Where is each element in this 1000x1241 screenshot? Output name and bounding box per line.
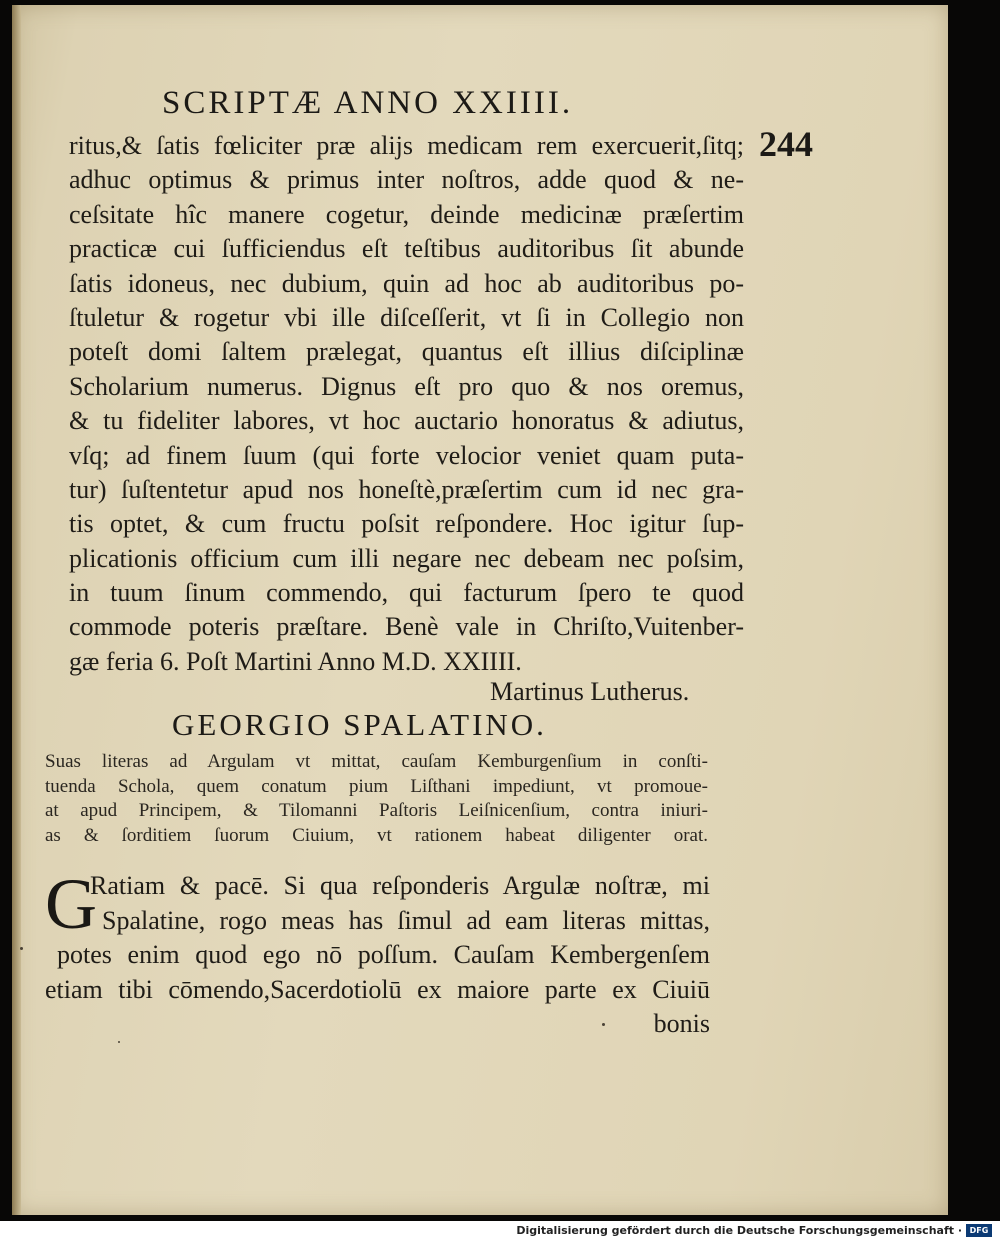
- text-line: commode poteris præſtare. Benè vale in Chriſto,Vuitenber-: [69, 612, 744, 642]
- paper-speck: [118, 1041, 120, 1043]
- book-page: [12, 5, 948, 1215]
- text-line: ceſsitate hîc manere cogetur, deinde medicinæ præſertim: [69, 199, 744, 229]
- text-line: potes enim quod ego nō poſſum. Cauſam Kembergenſem: [57, 940, 710, 969]
- text-line: ſatis idoneus, nec dubium, quin ad hoc ab auditoribus po-: [69, 268, 744, 298]
- text-line: tur) ſuſtentetur apud nos honeſtè,præſertim cum id nec gra-: [69, 474, 744, 504]
- text-line: in tuum ſinum commendo, qui facturum ſpero te quod: [69, 578, 744, 608]
- digitization-footer: [0, 1221, 1000, 1241]
- letter-body: [45, 864, 710, 1042]
- paper-speck: [602, 1023, 605, 1026]
- text-line: poteſt domi ſaltem prælegat, quantus eſt illius diſciplinæ: [69, 337, 744, 367]
- text-line: Scholarium numerus. Dignus eſt pro quo & nos oremus,: [69, 371, 744, 401]
- catchword: bonis: [653, 1009, 710, 1038]
- text-line: adhuc optimus & primus inter noſtros, adde quod & ne-: [69, 165, 744, 195]
- running-head: SCRIPTÆ ANNO XXIIII.: [162, 85, 574, 121]
- text-line: gæ feria 6. Poſt Martini Anno M.D. XXIIII.: [69, 646, 522, 676]
- dfg-logo-icon: DFG: [966, 1224, 992, 1237]
- summary-line: as & ſorditiem ſuorum Ciuium, vt rationem habeat diligenter orat.: [45, 824, 708, 846]
- letter-heading: GEORGIO SPALATINO.: [172, 707, 547, 742]
- summary-line: tuenda Schola, quem conatum pium Liſthani impediunt, vt promoue-: [45, 775, 708, 797]
- text-line: vſq; ad finem ſuum (qui forte velocior veniet quam puta-: [69, 440, 744, 470]
- text-line: tis optet, & cum fructu poſsit reſpondere. Hoc igitur ſup-: [69, 509, 744, 539]
- letter-summary: [45, 750, 708, 848]
- text-line: plicationis officium cum illi negare nec debeam nec poſsim,: [69, 543, 744, 573]
- page-number: 244: [759, 124, 813, 164]
- drop-capital: G: [45, 864, 97, 944]
- text-line: ritus,& ſatis fœliciter præ alijs medicam rem exercuerit,ſitq;: [69, 131, 744, 160]
- text-line: etiam tibi cōmendo,Sacerdotiolū ex maiore parte ex Ciuiū: [45, 974, 710, 1004]
- text-line: Spalatine, rogo meas has ſimul ad eam literas mittas,: [102, 905, 710, 935]
- text-line: & tu fideliter labores, vt hoc auctario honoratus & adiutus,: [69, 406, 744, 436]
- paper-speck: [20, 947, 23, 950]
- signature: Martinus Lutherus.: [490, 677, 690, 706]
- text-line: Ratiam & pacē. Si qua reſponderis Argulæ noſtræ, mi: [90, 871, 710, 900]
- page-gutter-edge: [12, 5, 21, 1215]
- summary-line: at apud Principem, & Tilomanni Paſtoris Leiſnicenſium, contra iniuri-: [45, 800, 708, 821]
- funding-credit: Digitalisierung gefördert durch die Deutsche Forschungsgemeinschaft ·: [516, 1224, 962, 1237]
- summary-line: Suas literas ad Argulam vt mittat, cauſam Kemburgenſium in conſti-: [45, 751, 708, 772]
- letter-body-continued: [69, 129, 744, 679]
- text-line: ſtuletur & rogetur vbi ille diſceſſerit, vt ſi in Collegio non: [69, 302, 744, 332]
- text-line: practicæ cui ſufficiendus eſt teſtibus auditoribus ſit abunde: [69, 234, 744, 264]
